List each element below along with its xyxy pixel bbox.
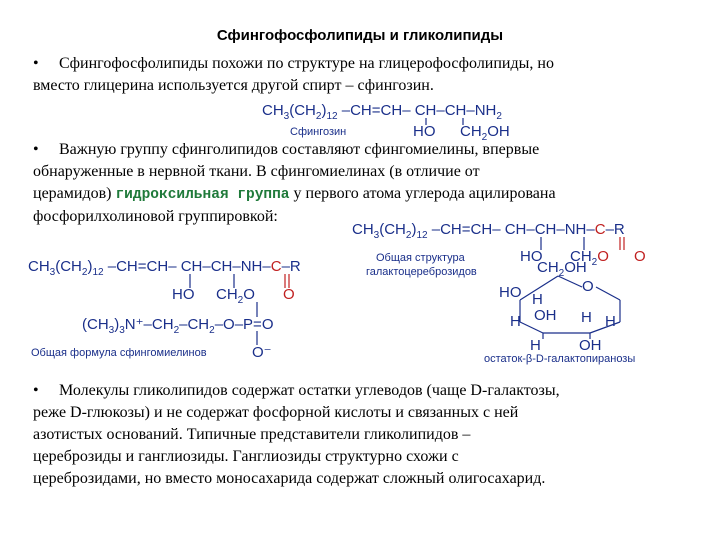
highlight-hydroxyl-group: гидроксильная группа <box>115 187 290 203</box>
text-line: вместо глицерина используется другой спирт – сфингозин. <box>33 77 434 94</box>
cerebroside-caption-line1: Общая структура <box>376 252 465 264</box>
text-line: Сфингофосфолипиды похожи по структуре на глицерофосфолипиды, но <box>59 55 554 72</box>
cerebroside-ch2o: $CH_2O$ <box>570 248 609 268</box>
ring-h2: H <box>510 313 521 330</box>
sphingomyelin-choline: $(CH_3)_3N^+-CH_2-CH_2-O-P=O$ <box>82 316 274 336</box>
cerebroside-chain: $CH_3(CH_2)_{12}$ –CH=CH– CH–CH–NH–C–R <box>352 221 625 241</box>
text-line: у первого атома углерода ацилирована <box>293 185 556 202</box>
ring-ho-left: HO <box>499 284 522 301</box>
ring-oxygen: O <box>582 278 594 295</box>
text-line: реже D-глюкозы) и не содержат фосфорной кислоты и связанных с ней <box>33 404 519 421</box>
text-line: церамидов) <box>33 185 112 202</box>
text-line: цереброзидами, но вместо моносахарида содержат сложный олигосахарид. <box>33 470 546 487</box>
bond-line <box>520 322 543 333</box>
bond-line <box>590 322 620 333</box>
bullet: • <box>33 55 39 72</box>
sphingosine-ho: HO <box>413 123 436 140</box>
ring-h1: H <box>532 291 543 308</box>
ring-h4: H <box>605 313 616 330</box>
page-title: Сфингофосфолипиды и гликолипиды <box>216 27 504 44</box>
sphingomyelin-ho: HO <box>172 286 195 303</box>
sphingomyelin-ch2o: $CH_2O$ <box>216 286 255 306</box>
sphingosine-ch2oh: $CH_2OH$ <box>460 123 510 143</box>
cerebroside-ho: HO <box>520 248 543 265</box>
ring-h3: H <box>581 309 592 326</box>
cerebroside-carbonyl-o: O <box>634 248 646 265</box>
sphingomyelin-caption: Общая формула сфингомиелинов <box>31 347 207 359</box>
cerebroside-caption-line2: галактоцереброзидов <box>366 266 477 278</box>
sphingomyelin-carbonyl-o: O <box>283 286 295 303</box>
bullet: • <box>33 382 39 399</box>
text-line: Молекулы гликолипидов содержат остатки углеводов (чаще D-галактозы, <box>59 382 560 399</box>
bond-line <box>520 276 558 300</box>
sphingosine-formula: $CH_3(CH_2)_{12}$ –CH=CH– $CH-CH-NH_2$ <box>262 102 502 122</box>
ring-h-bottom: H <box>530 337 541 354</box>
sphingomyelin-o-minus: O⁻ <box>252 344 272 361</box>
bond-line <box>558 276 582 287</box>
bullet: • <box>33 141 39 158</box>
ring-ch2oh: $CH_2OH$ <box>537 259 587 279</box>
text-line: Важную группу сфинголипидов составляют сфингомиелины, впервые <box>59 141 540 158</box>
ring-oh-mid: OH <box>534 307 557 324</box>
sphingosine-caption: Сфингозин <box>290 126 347 138</box>
bond-line <box>596 287 620 300</box>
text-line: обнаруженные в нервной ткани. В сфингомиелинах (в отличие от <box>33 163 480 180</box>
ring-oh-bottom: OH <box>579 337 602 354</box>
text-line: цереброзиды и ганглиозиды. Ганглиозиды структурно схожи с <box>33 448 459 465</box>
ring-caption: остаток-β-D-галактопиранозы <box>484 353 636 365</box>
paragraph-glycolipids <box>33 380 560 490</box>
text-line: азотистых оснований. Типичные представители гликолипидов – <box>33 426 471 443</box>
sphingomyelin-chain: $CH_3(CH_2)_{12}$ –CH=CH– CH–CH–NH–C–R <box>28 258 301 278</box>
text-line: фосфорилхолиновой группировкой: <box>33 208 278 225</box>
